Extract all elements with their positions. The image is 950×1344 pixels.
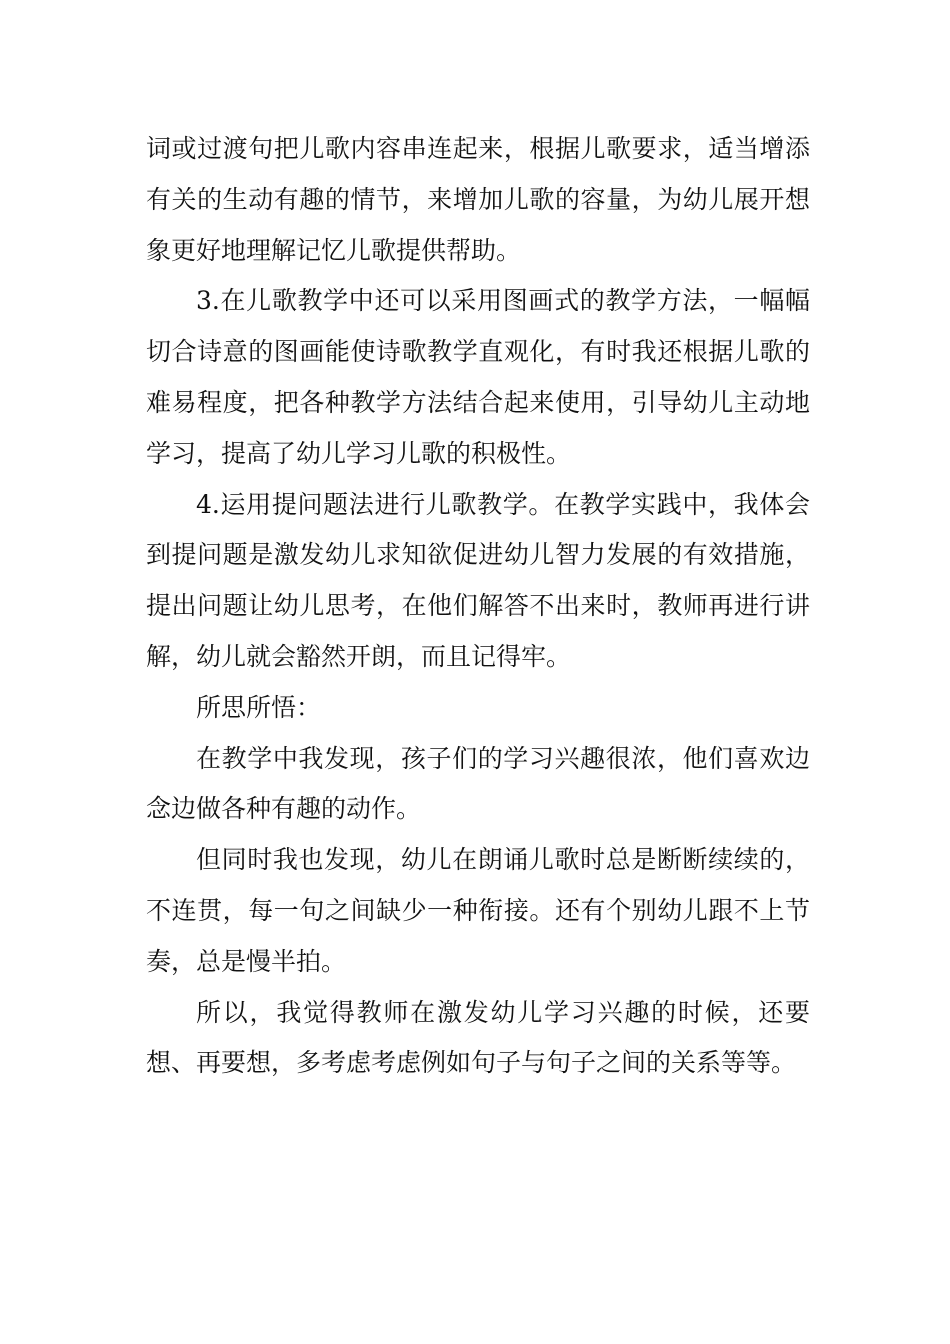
paragraph-item-4: 4.运用提问题法进行儿歌教学。在教学实践中，我体会到提问题是激发幼儿求知欲促进幼儿智力发展的有效措施，提出问题让幼儿思考，在他们解答不出来时，教师再进行讲解，幼儿就会豁然开朗，而且记得牢。: [146, 489, 810, 671]
paragraph-item-3: 3.在儿歌教学中还可以采用图画式的教学方法，一幅幅切合诗意的图画能使诗歌教学直观化，有时我还根据儿歌的难易程度，把各种教学方法结合起来使用，引导幼儿主动地学习，提高了幼儿学习儿歌的积极性。: [146, 286, 810, 468]
paragraph-reflection-3: 所以，我觉得教师在激发幼儿学习兴趣的时候，还要想、再要想，多考虑考虑例如句子与句子之间的关系等等。: [146, 997, 810, 1078]
paragraph-reflection-1: 在教学中我发现，孩子们的学习兴趣很浓，他们喜欢边念边做各种有趣的动作。: [146, 743, 810, 824]
paragraph-continuation: 词或过渡句把儿歌内容串连起来，根据儿歌要求，适当增添有关的生动有趣的情节，来增加儿歌的容量，为幼儿展开想象更好地理解记忆儿歌提供帮助。: [146, 134, 810, 265]
section-heading-reflection: 所思所悟：: [196, 692, 322, 722]
paragraph-reflection-2: 但同时我也发现，幼儿在朗诵儿歌时总是断断续续的，不连贯，每一句之间缺少一种衔接。还有个别幼儿跟不上节奏，总是慢半拍。: [146, 845, 810, 976]
document-body: [146, 124, 810, 1089]
